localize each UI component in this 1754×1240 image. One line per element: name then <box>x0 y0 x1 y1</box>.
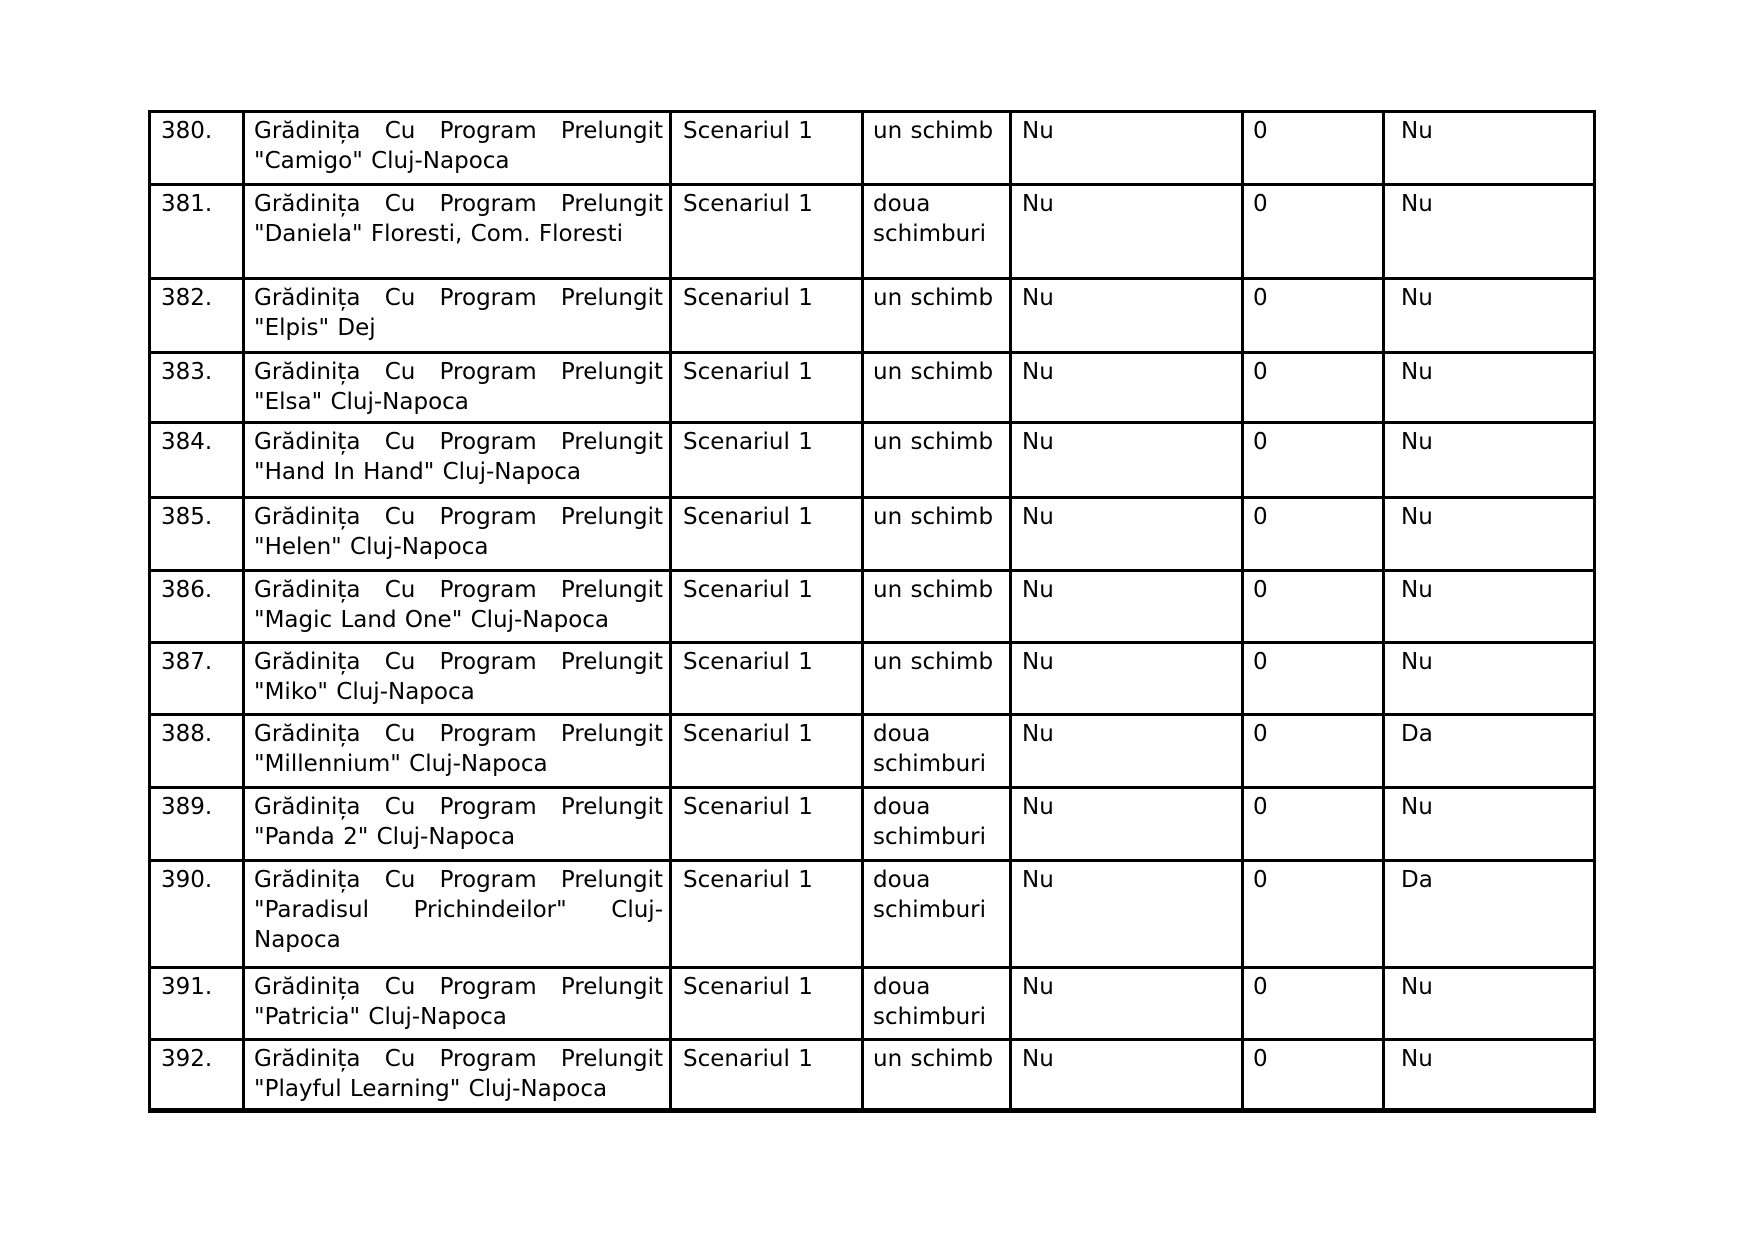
col6-value-cell: 0 <box>1243 423 1384 498</box>
table-row <box>150 643 1595 715</box>
col7-value-cell: Nu <box>1384 788 1595 861</box>
col7-value-cell: Nu <box>1384 1040 1595 1111</box>
shift-cell: un schimb <box>863 423 1011 498</box>
shift-cell: doua schimburi <box>863 788 1011 861</box>
institutions-table-body <box>150 112 1595 1111</box>
table-row <box>150 1040 1595 1111</box>
scenario-cell: Scenariul 1 <box>671 968 863 1040</box>
scenario-cell: Scenariul 1 <box>671 353 863 423</box>
row-number-cell: 384. <box>150 423 244 498</box>
table-row <box>150 788 1595 861</box>
institution-name-cell: Grădinița Cu Program Prelungit "Millennium" Cluj-Napoca <box>244 715 671 788</box>
table-row <box>150 498 1595 571</box>
row-number-cell: 391. <box>150 968 244 1040</box>
col6-value-cell: 0 <box>1243 968 1384 1040</box>
row-number-cell: 380. <box>150 112 244 185</box>
row-number-cell: 392. <box>150 1040 244 1111</box>
shift-cell: un schimb <box>863 279 1011 353</box>
institution-name-cell: Grădinița Cu Program Prelungit "Elsa" Cluj-Napoca <box>244 353 671 423</box>
shift-cell: un schimb <box>863 112 1011 185</box>
row-number-cell: 390. <box>150 861 244 968</box>
scenario-cell: Scenariul 1 <box>671 788 863 861</box>
institution-name-cell: Grădinița Cu Program Prelungit "Camigo" Cluj-Napoca <box>244 112 671 185</box>
table-row <box>150 968 1595 1040</box>
col5-value-cell: Nu <box>1011 279 1243 353</box>
scenario-cell: Scenariul 1 <box>671 498 863 571</box>
scenario-cell: Scenariul 1 <box>671 715 863 788</box>
col7-value-cell: Nu <box>1384 968 1595 1040</box>
shift-cell: un schimb <box>863 643 1011 715</box>
scenario-cell: Scenariul 1 <box>671 112 863 185</box>
scenario-cell: Scenariul 1 <box>671 571 863 643</box>
row-number-cell: 385. <box>150 498 244 571</box>
col5-value-cell: Nu <box>1011 861 1243 968</box>
table-row <box>150 861 1595 968</box>
table-row <box>150 715 1595 788</box>
col6-value-cell: 0 <box>1243 861 1384 968</box>
scenario-cell: Scenariul 1 <box>671 185 863 279</box>
row-number-cell: 389. <box>150 788 244 861</box>
shift-cell: un schimb <box>863 353 1011 423</box>
row-number-cell: 382. <box>150 279 244 353</box>
institution-name-cell: Grădinița Cu Program Prelungit "Miko" Cluj-Napoca <box>244 643 671 715</box>
col6-value-cell: 0 <box>1243 715 1384 788</box>
col6-value-cell: 0 <box>1243 112 1384 185</box>
institution-name-cell: Grădinița Cu Program Prelungit "Patricia" Cluj-Napoca <box>244 968 671 1040</box>
scenario-cell: Scenariul 1 <box>671 279 863 353</box>
row-number-cell: 387. <box>150 643 244 715</box>
col7-value-cell: Nu <box>1384 423 1595 498</box>
scenario-cell: Scenariul 1 <box>671 643 863 715</box>
scenario-cell: Scenariul 1 <box>671 423 863 498</box>
col6-value-cell: 0 <box>1243 571 1384 643</box>
col5-value-cell: Nu <box>1011 643 1243 715</box>
table-row <box>150 112 1595 185</box>
col7-value-cell: Nu <box>1384 185 1595 279</box>
shift-cell: doua schimburi <box>863 861 1011 968</box>
col6-value-cell: 0 <box>1243 498 1384 571</box>
col6-value-cell: 0 <box>1243 1040 1384 1111</box>
shift-cell: un schimb <box>863 498 1011 571</box>
col5-value-cell: Nu <box>1011 353 1243 423</box>
institution-name-cell: Grădinița Cu Program Prelungit "Hand In Hand" Cluj-Napoca <box>244 423 671 498</box>
institution-name-cell: Grădinița Cu Program Prelungit "Helen" Cluj-Napoca <box>244 498 671 571</box>
col7-value-cell: Nu <box>1384 353 1595 423</box>
col7-value-cell: Nu <box>1384 112 1595 185</box>
col5-value-cell: Nu <box>1011 185 1243 279</box>
institution-name-cell: Grădinița Cu Program Prelungit "Playful Learning" Cluj-Napoca <box>244 1040 671 1111</box>
col6-value-cell: 0 <box>1243 279 1384 353</box>
col6-value-cell: 0 <box>1243 643 1384 715</box>
col5-value-cell: Nu <box>1011 498 1243 571</box>
table-row <box>150 279 1595 353</box>
institution-name-cell: Grădinița Cu Program Prelungit "Elpis" Dej <box>244 279 671 353</box>
col7-value-cell: Nu <box>1384 498 1595 571</box>
row-number-cell: 388. <box>150 715 244 788</box>
col5-value-cell: Nu <box>1011 968 1243 1040</box>
institution-name-cell: Grădinița Cu Program Prelungit "Paradisul Prichindeilor" Cluj-Napoca <box>244 861 671 968</box>
col6-value-cell: 0 <box>1243 788 1384 861</box>
table-row <box>150 353 1595 423</box>
col6-value-cell: 0 <box>1243 185 1384 279</box>
row-number-cell: 381. <box>150 185 244 279</box>
row-number-cell: 386. <box>150 571 244 643</box>
col5-value-cell: Nu <box>1011 112 1243 185</box>
shift-cell: doua schimburi <box>863 715 1011 788</box>
institution-name-cell: Grădinița Cu Program Prelungit "Magic Land One" Cluj-Napoca <box>244 571 671 643</box>
table-row <box>150 571 1595 643</box>
col5-value-cell: Nu <box>1011 715 1243 788</box>
table-row <box>150 185 1595 279</box>
col7-value-cell: Nu <box>1384 571 1595 643</box>
col5-value-cell: Nu <box>1011 788 1243 861</box>
row-number-cell: 383. <box>150 353 244 423</box>
institutions-table <box>148 110 1596 1113</box>
scenario-cell: Scenariul 1 <box>671 861 863 968</box>
col7-value-cell: Da <box>1384 715 1595 788</box>
col7-value-cell: Nu <box>1384 279 1595 353</box>
shift-cell: un schimb <box>863 1040 1011 1111</box>
shift-cell: doua schimburi <box>863 185 1011 279</box>
shift-cell: doua schimburi <box>863 968 1011 1040</box>
col5-value-cell: Nu <box>1011 423 1243 498</box>
col5-value-cell: Nu <box>1011 571 1243 643</box>
scenario-cell: Scenariul 1 <box>671 1040 863 1111</box>
shift-cell: un schimb <box>863 571 1011 643</box>
institution-name-cell: Grădinița Cu Program Prelungit "Daniela" Floresti, Com. Floresti <box>244 185 671 279</box>
col5-value-cell: Nu <box>1011 1040 1243 1111</box>
institution-name-cell: Grădinița Cu Program Prelungit "Panda 2" Cluj-Napoca <box>244 788 671 861</box>
col7-value-cell: Nu <box>1384 643 1595 715</box>
col6-value-cell: 0 <box>1243 353 1384 423</box>
col7-value-cell: Da <box>1384 861 1595 968</box>
table-row <box>150 423 1595 498</box>
